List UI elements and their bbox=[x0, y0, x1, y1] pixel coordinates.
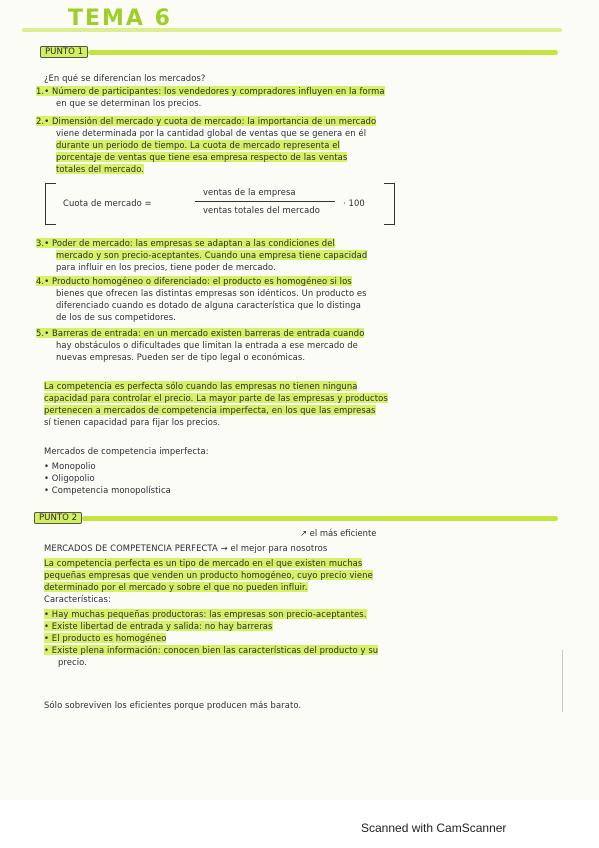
scanner-watermark: Scanned with CamScanner bbox=[361, 821, 507, 835]
handwritten-annotation: ↗ el más eficiente bbox=[300, 528, 377, 538]
page-title: TEMA 6 bbox=[68, 6, 172, 31]
item-line: La competencia perfecta es un tipo de mercado en el que existen muchas bbox=[44, 558, 363, 568]
item-line: 3.• Poder de mercado: las empresas se adaptan a las condiciones del bbox=[36, 238, 335, 248]
section-heading-punto-1: PUNTO 1 bbox=[40, 46, 88, 58]
item-line: 1.• Número de participantes: los vendedores y compradores influyen en la forma bbox=[36, 86, 385, 96]
formula-bracket-right bbox=[384, 183, 395, 225]
item-line: en que se determinan los precios. bbox=[56, 98, 202, 108]
formula-denominator: ventas totales del mercado bbox=[203, 205, 320, 215]
paragraph-line: capacidad para controlar el precio. La mayor parte de las empresas y productos bbox=[44, 393, 388, 403]
item-line: porcentaje de ventas que tiene esa empresa respecto de las ventas bbox=[56, 152, 348, 162]
section-divider bbox=[88, 50, 558, 55]
imperfect-heading: Mercados de competencia imperfecta: bbox=[44, 446, 209, 456]
paragraph-line: sí tienen capacidad para fijar los precios. bbox=[44, 417, 221, 427]
list-item: • Oligopolio bbox=[44, 473, 95, 483]
item-line: viene determinada por la cantidad global de ventas que se genera en él bbox=[56, 128, 367, 138]
formula-bracket-left bbox=[45, 183, 56, 225]
paragraph-line: pertenecen a mercados de competencia imperfecta, en los que las empresas bbox=[44, 405, 376, 415]
formula-lhs: Cuota de mercado = bbox=[63, 198, 152, 208]
item-line: hay obstáculos o dificultades que limitan la entrada a ese mercado de bbox=[56, 340, 358, 350]
formula-numerator: ventas de la empresa bbox=[203, 187, 296, 197]
item-line: durante un periodo de tiempo. La cuota de mercado representa el bbox=[56, 140, 340, 150]
fraction-bar bbox=[195, 201, 335, 202]
item-line: 5.• Barreras de entrada: en un mercado existen barreras de entrada cuando bbox=[36, 328, 365, 338]
item-line: determinado por el mercado y sobre el que no pueden influir. bbox=[44, 582, 308, 592]
market-share-formula bbox=[45, 183, 395, 223]
list-item: • El producto es homogéneo bbox=[44, 633, 167, 643]
list-item: • Competencia monopolística bbox=[44, 485, 171, 495]
list-item: • Existe libertad de entrada y salida: no hay barreras bbox=[44, 621, 273, 631]
item-line: pequeñas empresas que venden un producto homogéneo, cuyo precio viene bbox=[44, 570, 373, 580]
item-line: totales del mercado. bbox=[56, 164, 145, 174]
item-line: de los de sus competidores. bbox=[56, 312, 176, 322]
list-item: • Monopolio bbox=[44, 461, 96, 471]
section-divider bbox=[82, 516, 558, 521]
characteristics-label: Características: bbox=[44, 594, 111, 604]
question-line: ¿En qué se diferencian los mercados? bbox=[44, 73, 206, 83]
page-crease bbox=[562, 650, 563, 712]
item-line: 4.• Producto homogéneo o diferenciado: el producto es homogéneo si los bbox=[36, 276, 352, 286]
closing-line: Sólo sobreviven los eficientes porque producen más barato. bbox=[44, 700, 302, 710]
item-line: mercado y son precio-aceptantes. Cuando una empresa tiene capacidad bbox=[56, 250, 368, 260]
list-item: • Hay muchas pequeñas productoras: las empresas son precio-aceptantes. bbox=[44, 609, 367, 619]
section-heading-punto-2: PUNTO 2 bbox=[34, 512, 82, 524]
item-line: 2.• Dimensión del mercado y cuota de mercado: la importancia de un mercado bbox=[36, 116, 377, 126]
list-item: • Existe plena información: conocen bien las características del producto y su bbox=[44, 645, 379, 655]
item-line: bienes que ofrecen las distintas empresas son idénticos. Un producto es bbox=[56, 288, 367, 298]
perfect-competition-heading: MERCADOS DE COMPETENCIA PERFECTA → el mejor para nosotros bbox=[44, 543, 328, 553]
item-line: para influir en los precios, tiene poder de mercado. bbox=[56, 262, 276, 272]
paragraph-line: La competencia es perfecta sólo cuando las empresas no tienen ninguna bbox=[44, 381, 358, 391]
formula-multiplier: · 100 bbox=[343, 198, 365, 208]
item-line: diferenciado cuando es dotado de alguna característica que lo distinga bbox=[56, 300, 361, 310]
item-line: nuevas empresas. Pueden ser de tipo legal o económicas. bbox=[56, 352, 306, 362]
list-item: precio. bbox=[58, 657, 87, 667]
